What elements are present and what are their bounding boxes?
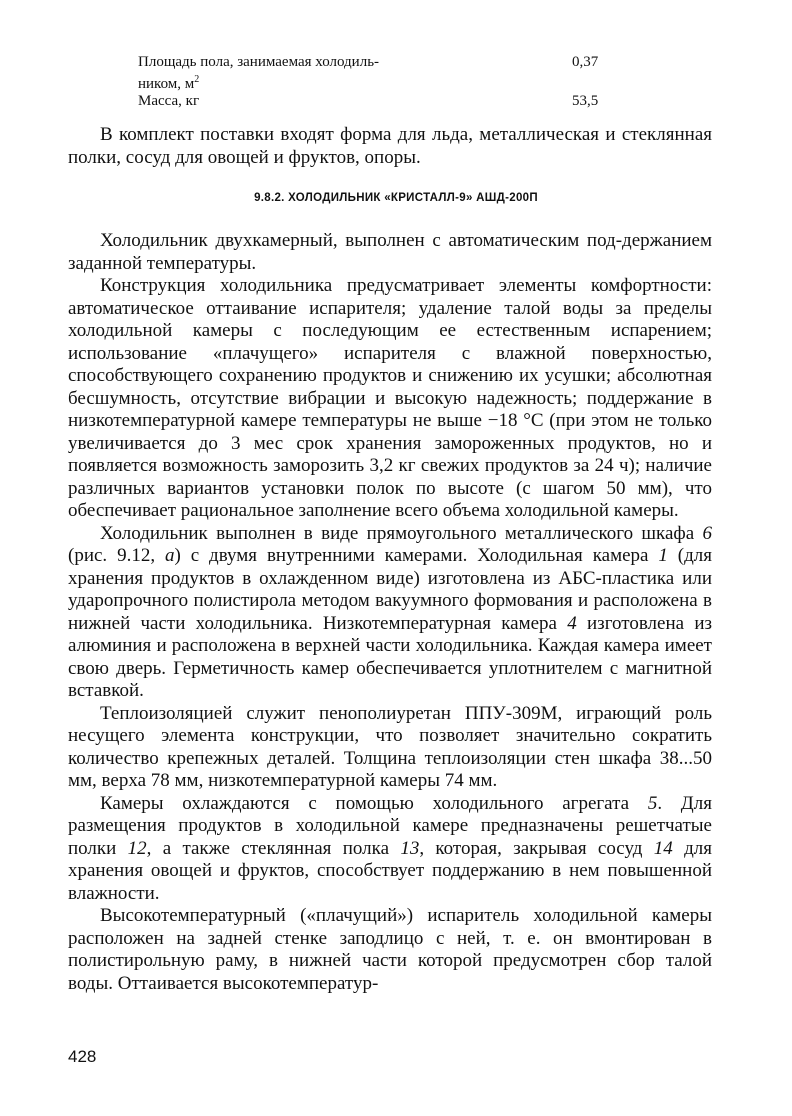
intro-paragraph: В комплект поставки входят форма для льда, металлическая и стеклянная полки, сосуд для овощей и фруктов, опоры. [68,124,712,168]
paragraph-text: (рис. 9.12, [68,545,165,566]
figure-reference: 5 [647,792,658,814]
paragraph-text: для хранения овощей и фруктов, способствует поддержанию в нем повышенной влажности. [68,837,712,904]
body-paragraph [68,703,712,793]
figure-reference: 14 [653,837,673,859]
figure-reference: 6 [702,522,712,544]
paragraph-text: ) с двумя внутренними камерами. Холодильная камера [174,545,659,566]
paragraph-text: , а также стеклянная полка [146,837,401,859]
paragraph-text: Высокотемпературный («плачущий») испаритель холодильной камеры расположен на задней стенке заподлицо с ней, т. е. он вмонтирован в полистирольную раму, в нижней части которой предусмотрен сбор талой воды. Оттаивается высокотемператур- [68,905,712,994]
spec-label: Площадь пола, занимаемая холодиль- ником, $м^2$ [138,54,380,92]
paragraph-text: Холодильник двухкамерный, выполнен с автоматическим под-держанием заданной температуры. [68,230,712,274]
body-paragraph [68,523,712,703]
spec-label: Масса, кг [138,93,200,109]
paragraph-text: Камеры охлаждаются с помощью холодильного агрегата [100,792,648,814]
spec-value: 53,5 [572,93,599,109]
figure-reference: 4 [567,612,577,634]
figure-reference: 12 [127,837,147,859]
paragraph-text: , которая, закрывая сосуд [419,837,654,859]
body-text [68,230,712,995]
spec-table [138,54,618,110]
body-paragraph [68,230,712,275]
paragraph-text: Теплоизоляцией служит пенополиуретан ППУ-309М, играющий роль несущего элемента конструкции, что позволяет значительно сократить количество крепежных деталей. Толщина теплоизоляции стен шкафа 38...50 мм, верха 78 мм, низкотемпературной камеры 74 мм. [68,702,712,791]
spec-row-mass [138,93,618,110]
figure-reference: 13 [400,837,420,859]
paragraph-text: (для хранения продуктов в охлажденном виде) изготовлена из АБС-пластика или ударопрочного полистирола методом вакуумного формования и расположена в нижней части холодильника. Низкотемпературная камера [68,545,712,634]
paragraph-text: Конструкция холодильника предусматривает элементы комфортности: автоматическое оттаивание испарителя; удаление талой воды за пределы холодильной камеры с последующим ее естественным испарением; использование «плачущего» испарителя с влажной поверхностью, способствующего сохранению продуктов и снижению их усушки; абсолютная бесшумность, отсутствие вибрации и высокую надежность; поддержание в низкотемпературной камере температуры не выше −18 °С (при этом не только увеличивается до 3 мес срок хранения замороженных продуктов, но и появляется возможность заморозить 3,2 кг свежих продуктов за 24 ч); наличие различных вариантов установки полок по высоте (с шагом 50 мм), что обеспечивает рациональное заполнение всего объема холодильной камеры. [68,275,712,521]
intro-block [68,124,712,169]
figure-reference: 1 [658,545,668,566]
paragraph-text: Холодильник выполнен в виде прямоугольного металлического шкафа [100,522,703,544]
body-paragraph [68,905,712,995]
body-paragraph [68,793,712,906]
paragraph-text: . Для размещения продуктов в холодильной камере предназначены решетчатые полки [68,792,712,859]
spec-row-area [138,54,618,93]
page-number: 428 [68,1047,97,1066]
spec-value: 0,37 [572,54,599,70]
figure-reference: а [164,545,175,566]
paragraph-text: изготовлена из алюминия и расположена в верхней части холодильника. Каждая камера имеет свою дверь. Герметичность камер обеспечивается уплотнителем с магнитной вставкой. [68,612,712,701]
section-heading: 9.8.2. ХОЛОДИЛЬНИК «КРИСТАЛЛ-9» АШД-200П [254,192,538,204]
body-paragraph [68,275,712,523]
